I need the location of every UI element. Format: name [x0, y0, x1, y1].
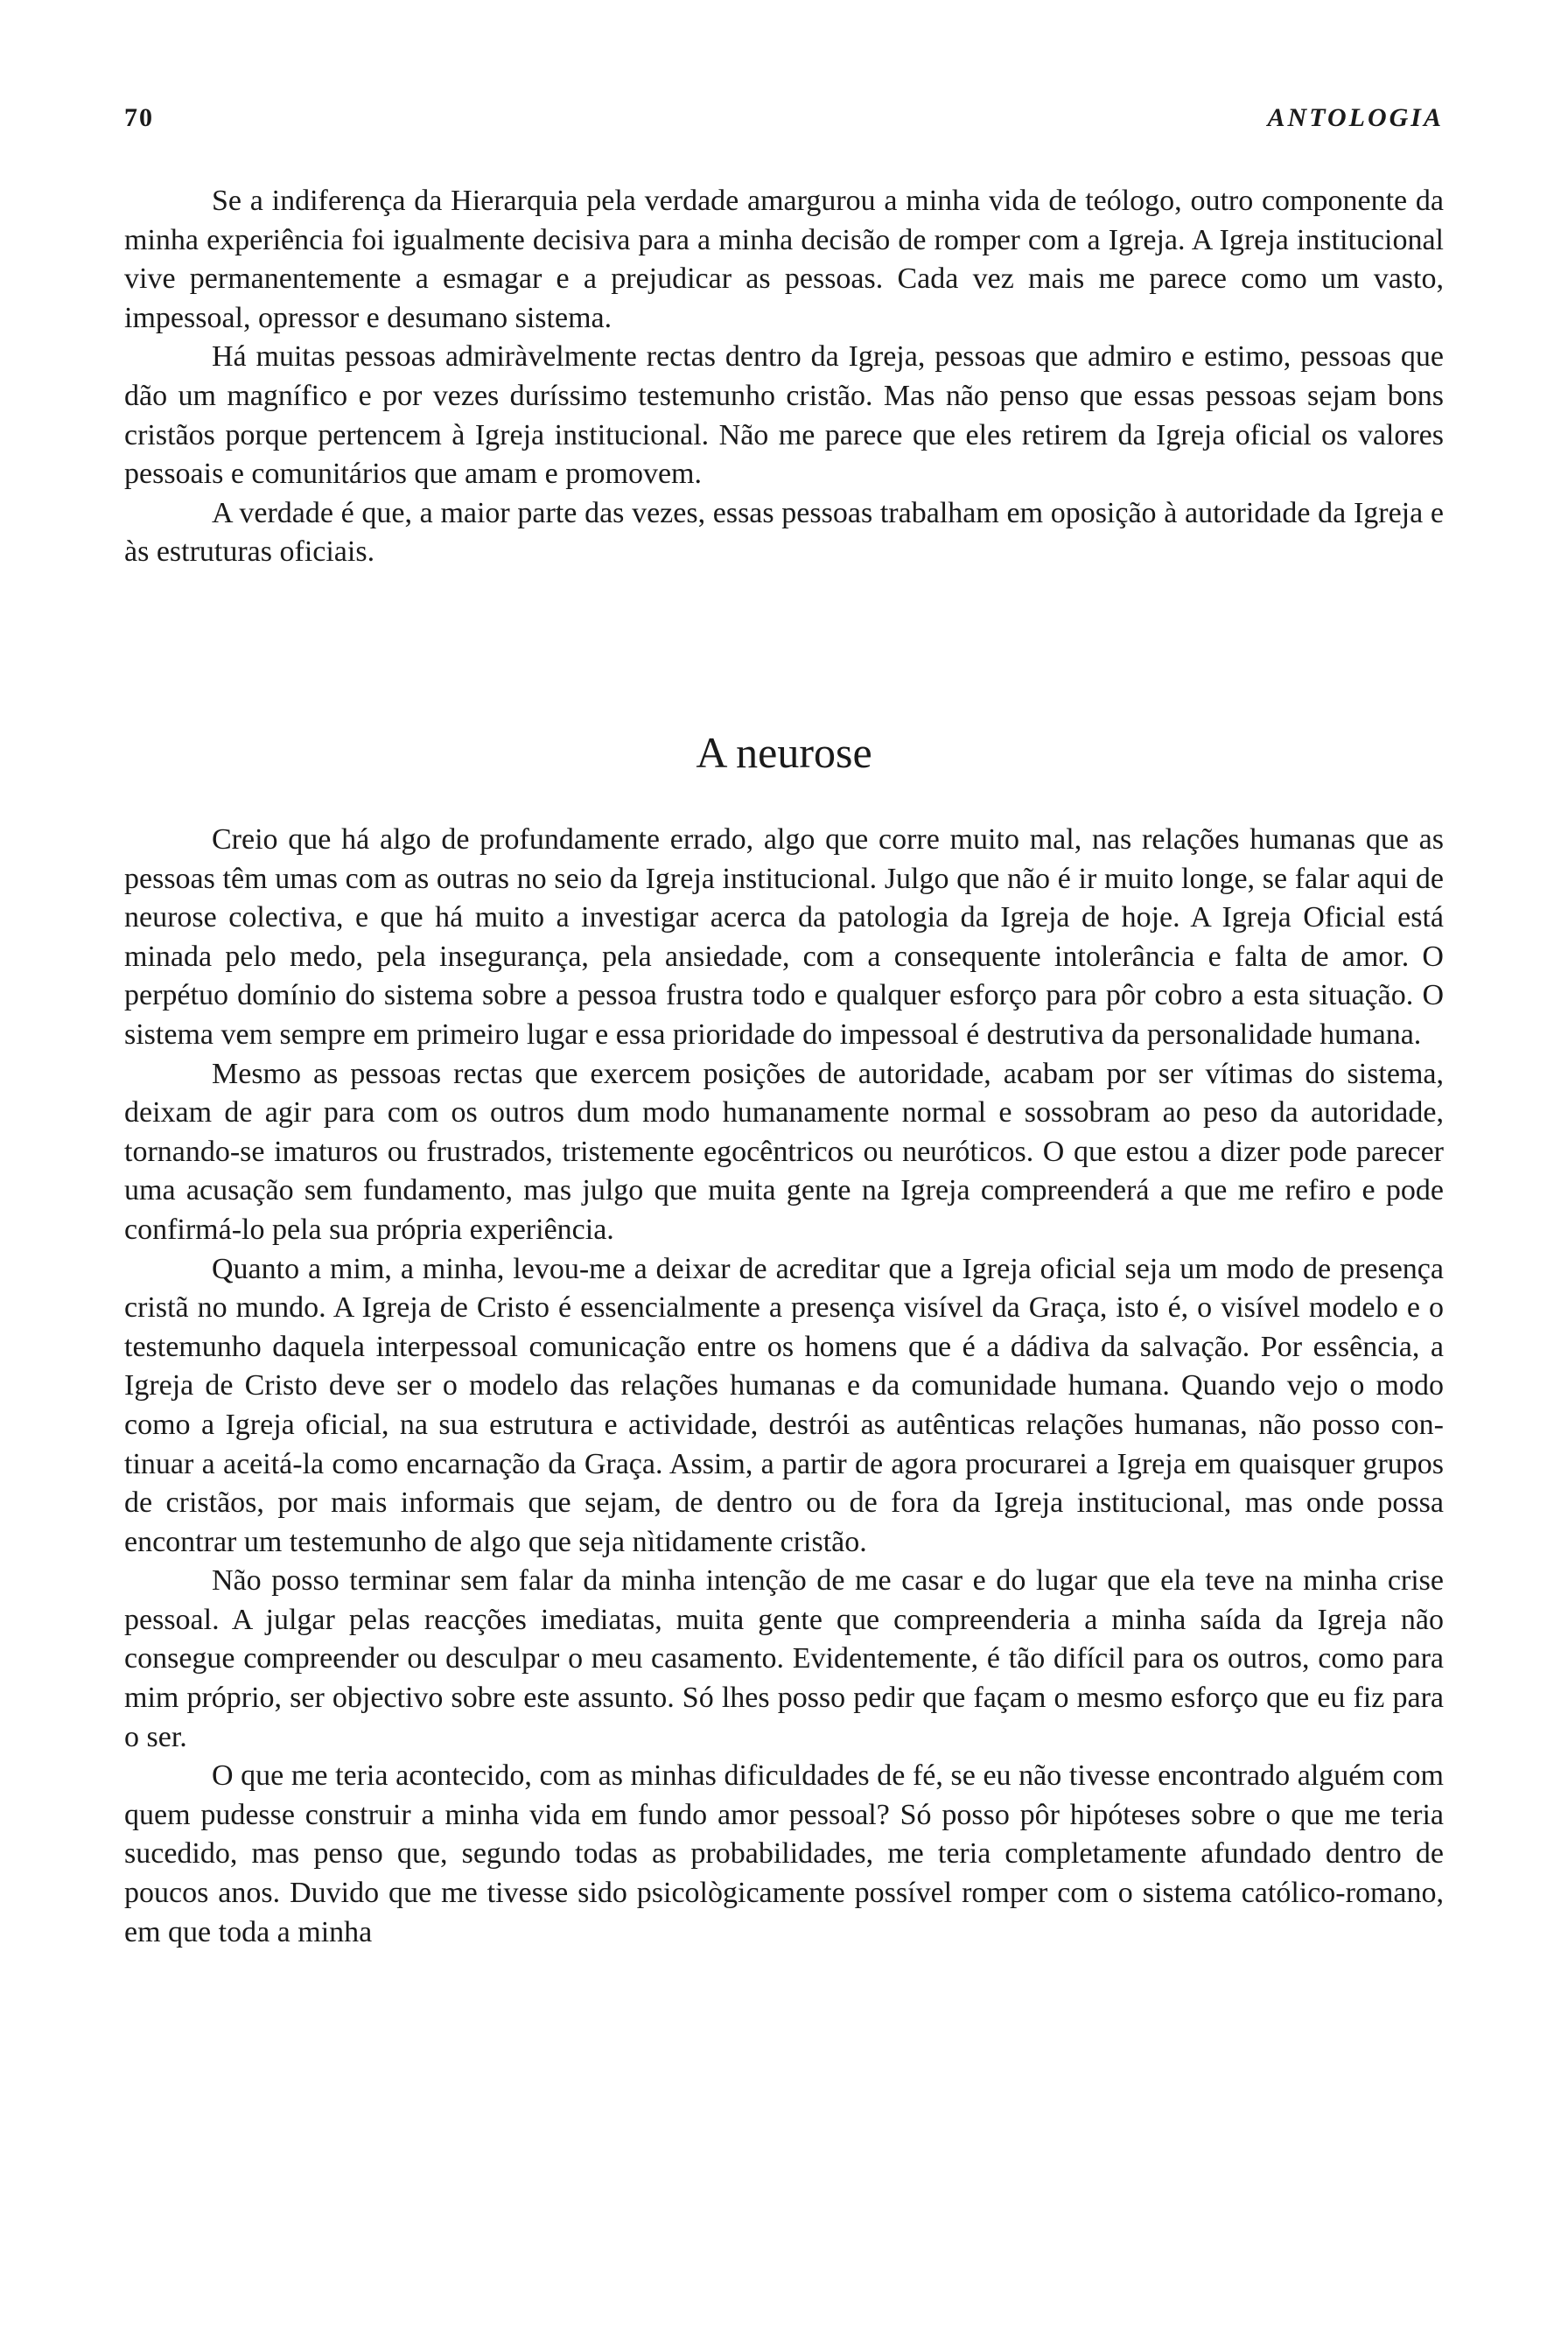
paragraph: Há muitas pessoas admiràvelmente rectas dentro da Igreja, pessoas que admiro e estimo, pessoas que dão um magnífico e por vezes duríssimo testemunho cristão. Mas não penso que essas pessoas sejam bons cristãos porque pertencem à Igreja institucional. Não me parece que eles retirem da Igreja oficial os valores pessoais e comunitários que amam e promovem. [124, 340, 1444, 491]
section-heading: A neurose [696, 728, 872, 777]
paragraph: Quanto a mim, a minha, levou-me a deixar de acreditar que a Igreja oficial seja um modo de presença cristã no mundo. A Igreja de Cristo é essencialmente a presença visível da Graça, isto é, o visível modelo e o testemunho daquela interpessoal comunicação entre os homens que é a dádiva da salvação. Por essência, a Igreja de Cristo deve ser o modelo das relações humanas e da comunidade humana. Quando vejo o modo como a Igreja oficial, na sua estrutura e actividade, destrói as autênticas relações humanas, não posso continuar a aceitá-la como encarnação da Graça. Assim, a partir de agora procurarei a Igreja em quaisquer grupos de cristãos, por mais informais que sejam, de dentro ou de fora da Igreja institucional, mas onde possa encontrar um testemunho de algo que seja nìtidamente cristão. [124, 1252, 1444, 1558]
intro-text [124, 182, 1444, 572]
paragraph: Mesmo as pessoas rectas que exercem posições de autoridade, acabam por ser vítimas do sistema, deixam de agir para com os outros dum modo humanamente normal e sossobram ao peso da autoridade, tornando-se imaturos ou frustrados, tristemente egocêntricos ou neuróticos. O que estou a dizer pode parecer uma acusação sem fundamento, mas julgo que muita gente na Igreja compreenderá a que me refiro e pode confirmá-lo pela sua própria experiência. [124, 1057, 1444, 1246]
paragraph: Não posso terminar sem falar da minha intenção de me casar e do lugar que ela teve na minha crise pessoal. A julgar pelas reacções imediatas, muita gente que compreenderia a minha saída da Igreja não consegue compreender ou desculpar o meu casamento. Evidentemente, é tão difícil para os outros, como para mim próprio, ser objectivo sobre este assunto. Só lhes posso pedir que façam o mesmo esforço que eu fiz para o ser. [124, 1564, 1444, 1753]
running-title: ANTOLOGIA [1267, 103, 1444, 132]
paragraph: Creio que há algo de profundamente errado, algo que corre muito mal, nas relações humanas que as pessoas têm umas com as outras no seio da Igreja institucional. Julgo que não é ir muito longe, se falar aqui de neurose colectiva, e que há muito a investigar acerca da patologia da Igreja de hoje. A Igreja Oficial está minada pelo medo, pela insegurança, pela ansiedade, com a consequente intolerância e falta de amor. O perpétuo domínio do sistema sobre a pessoa frustra todo e qualquer esforço para pôr cobro a esta situação. O sistema vem sempre em primeiro lugar e essa prioridade do impessoal é destrutiva da personalidade humana. [124, 823, 1444, 1051]
section-text [124, 821, 1444, 1952]
running-header [124, 103, 1444, 138]
paragraph: A verdade é que, a maior parte das vezes, essas pessoas trabalham em oposição à autoridade da Igreja e às estruturas oficiais. [124, 496, 1444, 569]
paragraph: Se a indiferença da Hierarquia pela verdade amargurou a minha vida de teólogo, outro componente da minha experiência foi igualmente decisiva para a minha decisão de romper com a Igreja. A Igreja institucional vive permanentemente a esmagar e a prejudicar as pessoas. Cada vez mais me parece como um vasto, impessoal, opressor e desumano sistema. [124, 185, 1444, 334]
paragraph: O que me teria acontecido, com as minhas dificuldades de fé, se eu não tivesse encontrado alguém com quem pudesse construir a minha vida em fundo amor pessoal? Só posso pôr hipóteses sobre o que me teria sucedido, mas penso que, segundo todas as probabilidades, me teria completamente afundado dentro de poucos anos. Duvido que me tivesse sido psicològicamente possível romper com o sistema católico-romano, em que toda a minha [124, 1759, 1444, 1948]
page-number: 70 [124, 103, 154, 132]
